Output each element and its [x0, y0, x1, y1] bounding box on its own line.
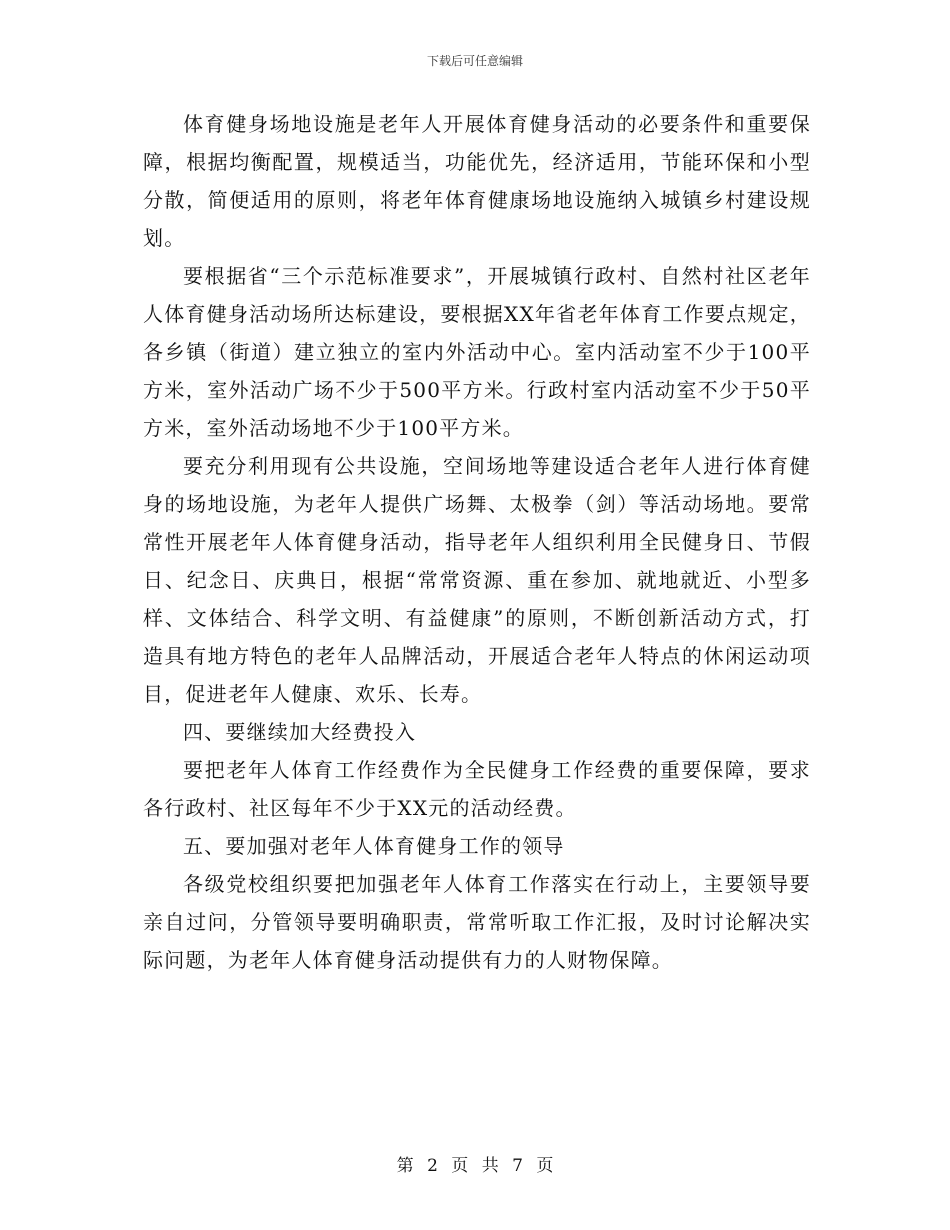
- paragraph-activities: 要充分利用现有公共设施，空间场地等建设适合老年人进行体育健身的场地设施，为老年人提供广场舞、太极拳（剑）等活动场地。要常常性开展老年人体育健身活动，指导老年人组织利用全民健身日、节假日、纪念日、庆典日，根据“常常资源、重在参加、就地就近、小型多样、文体结合、科学文明、有益健康”的原则，不断创新活动方式，打造具有地方特色的老年人品牌活动，开展适合老年人特点的休闲运动项目，促进老年人健康、欢乐、长寿。: [143, 454, 811, 706]
- document-body: [143, 105, 811, 979]
- page-header: 下载后可任意编辑: [426, 54, 523, 68]
- paragraph-facilities: 体育健身场地设施是老年人开展体育健身活动的必要条件和重要保障，根据均衡配置，规模适当，功能优先，经济适用，节能环保和小型分散，简便适用的原则，将老年体育健康场地设施纳入城镇乡村建设规划。: [143, 112, 811, 250]
- section-heading-funding: 四、要继续加大经费投入: [183, 720, 417, 744]
- section-heading-leadership: 五、要加强对老年人体育健身工作的领导: [183, 834, 565, 858]
- paragraph-leadership: 各级党校组织要把加强老年人体育工作落实在行动上，主要领导要亲自过问，分管领导要明确职责，常常听取工作汇报，及时讨论解决实际问题，为老年人体育健身活动提供有力的人财物保障。: [143, 872, 811, 972]
- paragraph-standards: 要根据省“三个示范标准要求”，开展城镇行政村、自然村社区老年人体育健身活动场所达标建设，要根据XX年省老年体育工作要点规定，各乡镇（街道）建立独立的室内外活动中心。室内活动室不少于100平方米，室外活动广场不少于500平方米。行政村室内活动室不少于50平方米，室外活动场地不少于100平方米。: [143, 264, 811, 440]
- paragraph-funding: 要把老年人体育工作经费作为全民健身工作经费的重要保障，要求各行政村、社区每年不少于XX元的活动经费。: [143, 758, 811, 820]
- page-number: 第 2 页 共 7 页: [396, 1156, 554, 1176]
